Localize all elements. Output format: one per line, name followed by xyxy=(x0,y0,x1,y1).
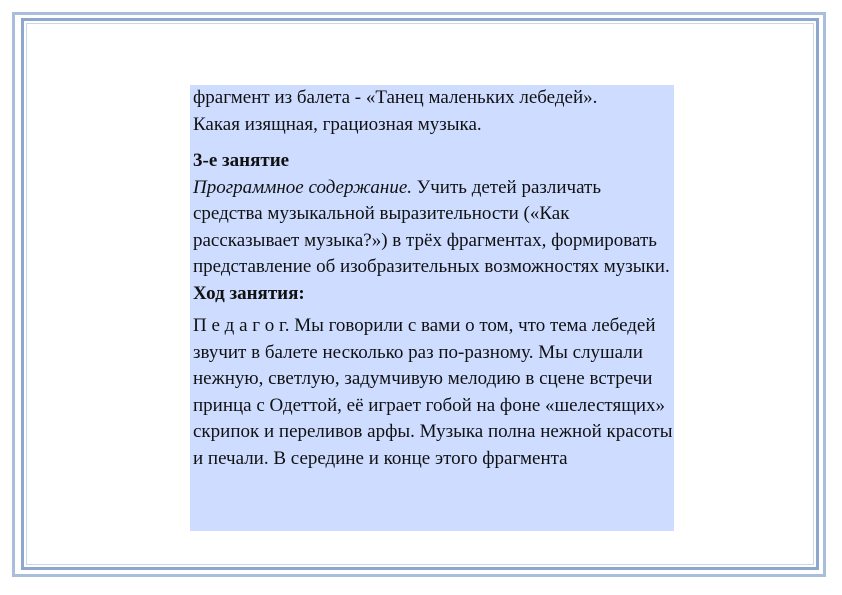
program-text: Учить детей различать средства музыкальной выразительности («Как рассказывает музыка?») в трёх фрагментах, формировать представление об изобразительных возможностях музыки. xyxy=(193,176,670,277)
speaker-label: П е д а г о г. xyxy=(193,315,290,336)
intro-line-2: Какая изящная, грациозная музыка. xyxy=(193,113,482,135)
program-label: Программное содержание. xyxy=(193,176,413,198)
intro-line-1: фрагмент из балета - «Танец маленьких лебедей». xyxy=(193,87,598,108)
course-heading: Ход занятия: xyxy=(193,282,305,304)
intro-paragraph xyxy=(193,85,674,138)
text-block xyxy=(190,85,674,531)
speech-text: Мы говорили с вами о том, что тема лебедей звучит в балете несколько раз по-разному. Мы слушали нежную, светлую, задумчивую мелодию в сцене встречи принца с Одеттой, её играет гобой на фоне «шелестящих» скрипок и переливов арфы. Музыка полна нежной красоты и печали. В середине и конце этого фрагмента xyxy=(193,315,673,469)
lesson-heading: 3-е занятие xyxy=(193,150,290,171)
speech-paragraph xyxy=(193,313,674,472)
program-paragraph xyxy=(193,175,674,281)
